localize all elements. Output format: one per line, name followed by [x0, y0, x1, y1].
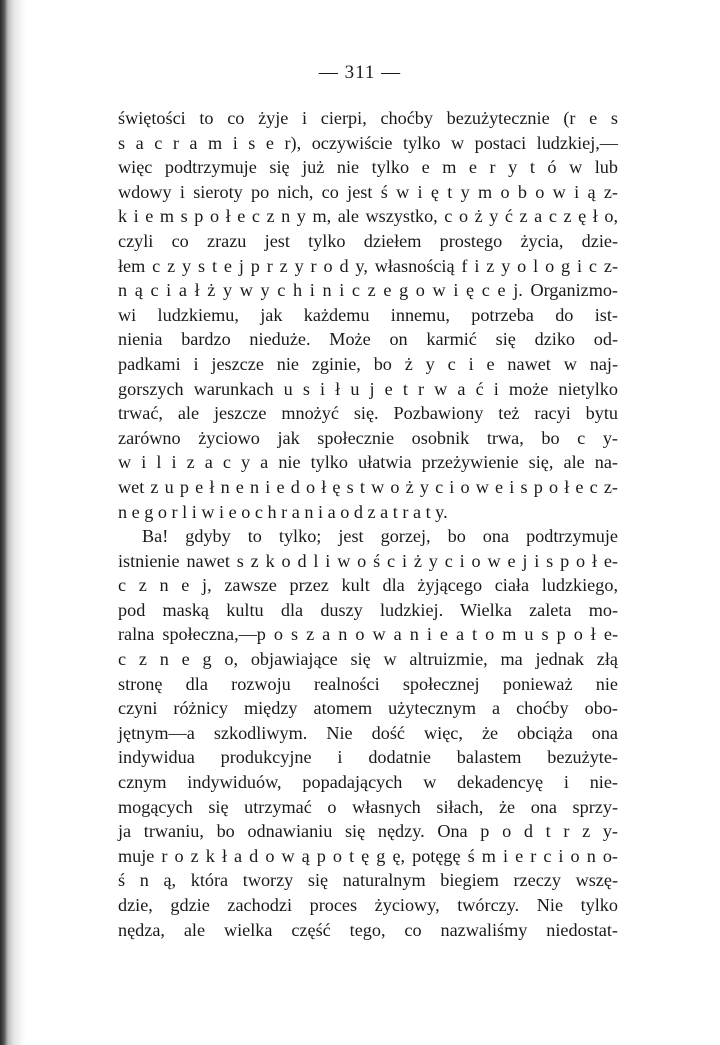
text-line: czyli co zrazu jest tylko dziełem prostego życia, dzie-: [118, 230, 618, 251]
text-line: jętnym—a szkodliwym. Nie dość więc, że obciąża ona: [118, 722, 618, 743]
text-line: n ą c i a ł ż y w y c h i n i c z e g o w i ę c e j. Organizmo-: [118, 280, 618, 301]
page-number: — 311 —: [318, 62, 402, 83]
text-line: więc podtrzymuje się już nie tylko e m e r y t ó w lub: [118, 157, 618, 178]
text-line: pod maską kultu dla duszy ludzkiej. Wielka zaleta mo-: [118, 599, 618, 620]
text-line: nienia bardzo nieduże. Może on karmić się dziko od-: [118, 329, 618, 350]
text-line: muje r o z k ł a d o w ą p o t ę g ę, potęgę ś m i e r c i o n o-: [118, 845, 618, 866]
text-line: nędza, ale wielka część tego, co nazwaliśmy niedostat-: [118, 919, 618, 940]
text-line: w i l i z a c y a nie tylko ułatwia przeżywienie się, ale na-: [118, 452, 618, 473]
text-line: padkami i jeszcze nie zginie, bo ż y c i e nawet w naj-: [118, 353, 618, 374]
paragraph-start-line: Ba! gdyby to tylko; jest gorzej, bo ona podtrzymuje: [142, 526, 618, 547]
text-line: gorszych warunkach u s i ł u j e t r w a ć i może nietylko: [118, 378, 618, 399]
text-line: wi ludzkiemu, jak każdemu innemu, potrzeba do ist-: [118, 304, 618, 325]
text-line: łem c z y s t e j p r z y r o d y, własnością f i z y o l o g i c z-: [118, 255, 618, 276]
text-line: c z n e g o, objawiające się w altruizmie, ma jednak złą: [118, 649, 618, 670]
text-line: s a c r a m i s e r), oczywiście tylko w postaci ludzkiej,—: [118, 132, 618, 153]
text-line: ja trwaniu, bo odnawianiu się nędzy. Ona p o d t r z y-: [118, 821, 618, 842]
text-line: istnienie nawet s z k o d l i w o ś c i ż y c i o w e j i s p o ł e-: [118, 550, 618, 571]
text-line: trwać, ale jeszcze mnożyć się. Pozbawiony też racyi bytu: [118, 403, 618, 424]
text-line: czyni różnicy między atomem użytecznym a choćby obo-: [118, 698, 618, 719]
text-line: ralna społeczna,—p o s z a n o w a n i e a t o m u s p o ł e-: [118, 624, 618, 645]
text-line: cznym indywiduów, popadających w dekadencyę i nie-: [118, 772, 618, 793]
text-line: zarówno życiowo jak społecznie osobnik trwa, bo c y-: [118, 427, 618, 448]
text-line: wdowy i sieroty po nich, co jest ś w i ę t y m o b o w i ą z-: [118, 181, 618, 202]
text-line: k i e m s p o ł e c z n y m, ale wszystko, c o ż y ć z a c z ę ł o,: [118, 206, 618, 227]
text-line: c z n e j, zawsze przez kult dla żyjącego ciała ludzkiego,: [118, 575, 618, 596]
text-line: wet z u p e ł n e n i e d o ł ę s t w o ż y c i o w e i s p o ł e c z-: [118, 476, 618, 497]
text-line: dzie, gdzie zachodzi proces życiowy, twórczy. Nie tylko: [118, 895, 618, 915]
text-line: stronę dla rozwoju realności społecznej ponieważ nie: [118, 673, 618, 694]
text-line: ś n ą, która tworzy się naturalnym biegiem rzeczy wszę-: [118, 870, 618, 891]
text-line: mogących się utrzymać o własnych siłach, że ona sprzy-: [118, 796, 618, 817]
text-line: indywidua produkcyjne i dodatnie balastem bezużyte-: [118, 747, 618, 768]
paragraph-end-line: n e g o r l i w i e o c h r a n i a o d z a t r a t y.: [118, 501, 448, 522]
body-text: [118, 106, 618, 942]
text-line: świętości to co żyje i cierpi, choćby bezużytecznie (r e s: [118, 108, 618, 128]
binding-edge: [0, 0, 26, 1045]
